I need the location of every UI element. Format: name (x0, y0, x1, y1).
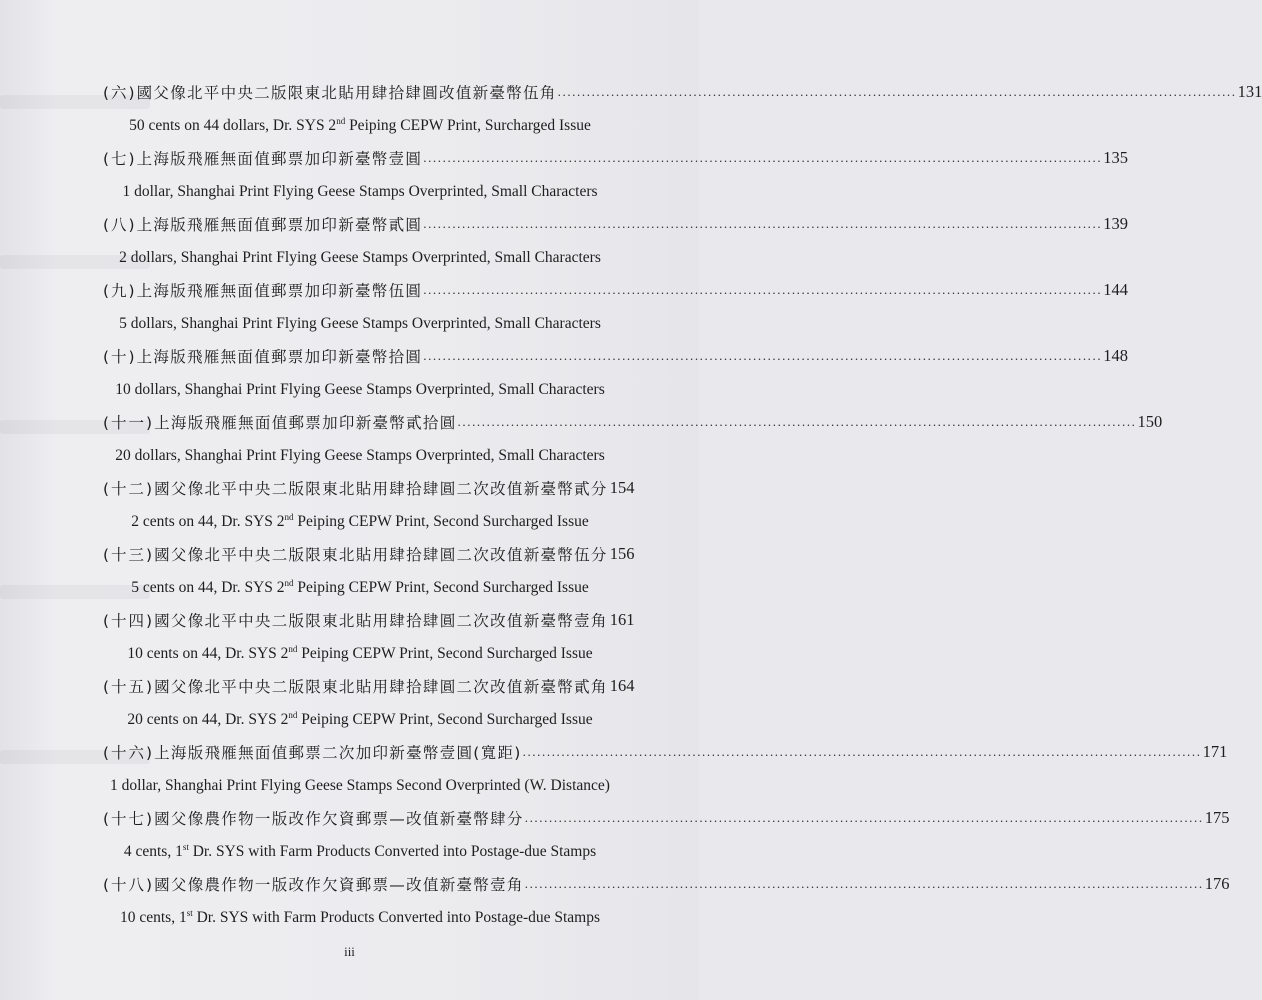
dot-leader: ............................................................................................................................................ (457, 414, 1137, 429)
dot-leader: ............................................................................................................................................ (522, 744, 1202, 759)
toc-entry-chinese[interactable] (103, 608, 635, 632)
toc-entry-english (100, 642, 620, 666)
toc-entry-page: 139 (1103, 214, 1128, 233)
toc-entry-english (100, 906, 620, 930)
dot-leader: ............................................................................................................................................ (423, 216, 1103, 231)
toc-entry-chinese[interactable] (103, 146, 1128, 170)
toc-entry-title: 國父像北平中央二版限東北貼用肆拾肆圓二次改值新臺幣壹角 (154, 612, 608, 630)
toc-entry-english (100, 708, 620, 732)
toc-entry-title: 國父像農作物一版改作欠資郵票—改值新臺幣肆分 (154, 810, 524, 828)
toc-entry-chinese[interactable] (103, 344, 1128, 368)
toc-entry-title: 國父像農作物一版改作欠資郵票—改值新臺幣壹角 (154, 876, 524, 894)
toc-entry-chinese[interactable] (103, 476, 635, 500)
english-title-part: 5 cents on 44, Dr. SYS 2 (131, 579, 285, 596)
english-title-part: 2 cents on 44, Dr. SYS 2 (131, 513, 285, 530)
toc-entry-chinese[interactable] (103, 740, 1228, 764)
toc-entry-number: (十七) (103, 810, 155, 828)
toc-entry-number: (十二) (103, 480, 155, 498)
toc-entry-page: 176 (1204, 874, 1230, 893)
toc-entry-title: 上海版飛雁無面值郵票二次加印新臺幣壹圓(寬距) (154, 744, 522, 762)
toc-entry-title: 國父像北平中央二版限東北貼用肆拾肆圓二次改值新臺幣貳分 (154, 480, 608, 498)
toc-entry-chinese[interactable] (103, 212, 1128, 236)
toc-entry-english (100, 378, 620, 402)
toc-entry-chinese[interactable] (103, 872, 1230, 896)
toc-entry-english (100, 774, 620, 798)
english-title-part: Peiping CEPW Print, Second Surcharged Issue (297, 711, 593, 728)
ordinal-suffix: nd (284, 512, 294, 522)
english-title-part: 2 dollars, Shanghai Print Flying Geese Stamps Overprinted, Small Characters (119, 249, 601, 266)
toc-entry-number: (十三) (103, 546, 155, 564)
toc-entry-title: 上海版飛雁無面值郵票加印新臺幣拾圓 (136, 348, 423, 366)
english-title-part: 10 cents on 44, Dr. SYS 2 (127, 645, 289, 662)
toc-entry-chinese[interactable] (103, 542, 635, 566)
toc-entry-english (100, 246, 620, 270)
english-title-part: Peiping CEPW Print, Second Surcharged Issue (297, 645, 593, 662)
english-title-part: 20 dollars, Shanghai Print Flying Geese Stamps Overprinted, Small Characters (115, 447, 605, 464)
page-number: iii (344, 944, 355, 959)
dot-leader: ............................................................................................................................................ (423, 150, 1103, 165)
toc-entry-page: 171 (1202, 742, 1228, 761)
toc-entry-number: (九) (103, 282, 137, 300)
english-title-part: 10 dollars, Shanghai Print Flying Geese Stamps Overprinted, Small Characters (115, 381, 605, 398)
toc-entry-chinese[interactable] (103, 806, 1230, 830)
toc-entry-title: 上海版飛雁無面值郵票加印新臺幣伍圓 (136, 282, 423, 300)
english-title-part: Dr. SYS with Farm Products Converted into Postage-due Stamps (188, 843, 597, 860)
toc-entry-number: (十五) (103, 678, 155, 696)
toc-entry-english (100, 576, 620, 600)
toc-entry-number: (十八) (103, 876, 155, 894)
english-title-part: 4 cents, 1 (123, 843, 183, 860)
english-title-part: 1 dollar, Shanghai Print Flying Geese Stamps Overprinted, Small Characters (122, 183, 598, 200)
toc-entry-page: 148 (1103, 346, 1128, 365)
toc-entry-english (100, 510, 620, 534)
english-title-part: 10 cents, 1 (119, 909, 187, 926)
toc-entry-title: 國父像北平中央二版限東北貼用肆拾肆圓二次改值新臺幣伍分 (154, 546, 608, 564)
dot-leader: ............................................................................................................................................ (423, 282, 1103, 297)
ordinal-suffix: st (182, 842, 189, 852)
toc-entry-page: 131 (1237, 82, 1262, 101)
toc-entry-title: 國父像北平中央二版限東北貼用肆拾肆圓改值新臺幣伍角 (136, 84, 557, 102)
ordinal-suffix: st (186, 908, 193, 918)
toc-entry-english (100, 114, 620, 138)
toc-entry-title: 上海版飛雁無面值郵票加印新臺幣壹圓 (136, 150, 423, 168)
toc-entry-number: (六) (103, 84, 137, 102)
english-title-part: 20 cents on 44, Dr. SYS 2 (127, 711, 289, 728)
toc-entry-english (100, 444, 620, 468)
toc-entry-number: (十四) (103, 612, 155, 630)
toc-entry-chinese[interactable] (103, 80, 1262, 104)
toc-entry-english (100, 840, 620, 864)
toc-entry-number: (十六) (103, 744, 155, 762)
ordinal-suffix: nd (288, 644, 298, 654)
toc-entry-number: (七) (103, 150, 137, 168)
dot-leader: ............................................................................................................................................ (524, 810, 1204, 825)
ordinal-suffix: nd (336, 116, 346, 126)
english-title-part: 50 cents on 44 dollars, Dr. SYS 2 (129, 117, 337, 134)
english-title-part: Peiping CEPW Print, Second Surcharged Issue (293, 513, 589, 530)
english-title-part: Peiping CEPW Print, Second Surcharged Issue (293, 579, 589, 596)
toc-entry-title: 上海版飛雁無面值郵票加印新臺幣貳圓 (136, 216, 423, 234)
toc-entry-title: 上海版飛雁無面值郵票加印新臺幣貳拾圓 (154, 414, 457, 432)
toc-entry-number: (十一) (103, 414, 155, 432)
toc-entry-page: 156 (609, 544, 635, 563)
toc-entry-english (100, 312, 620, 336)
toc-entry-page: 164 (609, 676, 635, 695)
toc-entry-page: 154 (609, 478, 635, 497)
toc-entry-title: 國父像北平中央二版限東北貼用肆拾肆圓二次改值新臺幣貳角 (154, 678, 608, 696)
english-title-part: 1 dollar, Shanghai Print Flying Geese Stamps Second Overprinted (W. Distance) (110, 777, 610, 794)
toc-entry-page: 161 (609, 610, 635, 629)
toc-entry-chinese[interactable] (103, 278, 1128, 302)
toc-entry-english (100, 180, 620, 204)
ordinal-suffix: nd (288, 710, 298, 720)
english-title-part: 5 dollars, Shanghai Print Flying Geese Stamps Overprinted, Small Characters (119, 315, 601, 332)
toc-entry-page: 135 (1103, 148, 1128, 167)
toc-entry-number: (八) (103, 216, 137, 234)
ordinal-suffix: nd (284, 578, 294, 588)
dot-leader: ............................................................................................................................................ (423, 348, 1103, 363)
toc-entry-page: 144 (1103, 280, 1128, 299)
english-title-part: Dr. SYS with Farm Products Converted into Postage-due Stamps (192, 909, 601, 926)
toc-entry-number: (十) (103, 348, 137, 366)
toc-entry-chinese[interactable] (103, 410, 1163, 434)
english-title-part: Peiping CEPW Print, Surcharged Issue (345, 117, 591, 134)
toc-entry-chinese[interactable] (103, 674, 635, 698)
dot-leader: ............................................................................................................................................ (524, 876, 1204, 891)
dot-leader: ............................................................................................................................................ (557, 84, 1237, 99)
toc-entry-page: 150 (1137, 412, 1163, 431)
toc-entry-page: 175 (1204, 808, 1230, 827)
